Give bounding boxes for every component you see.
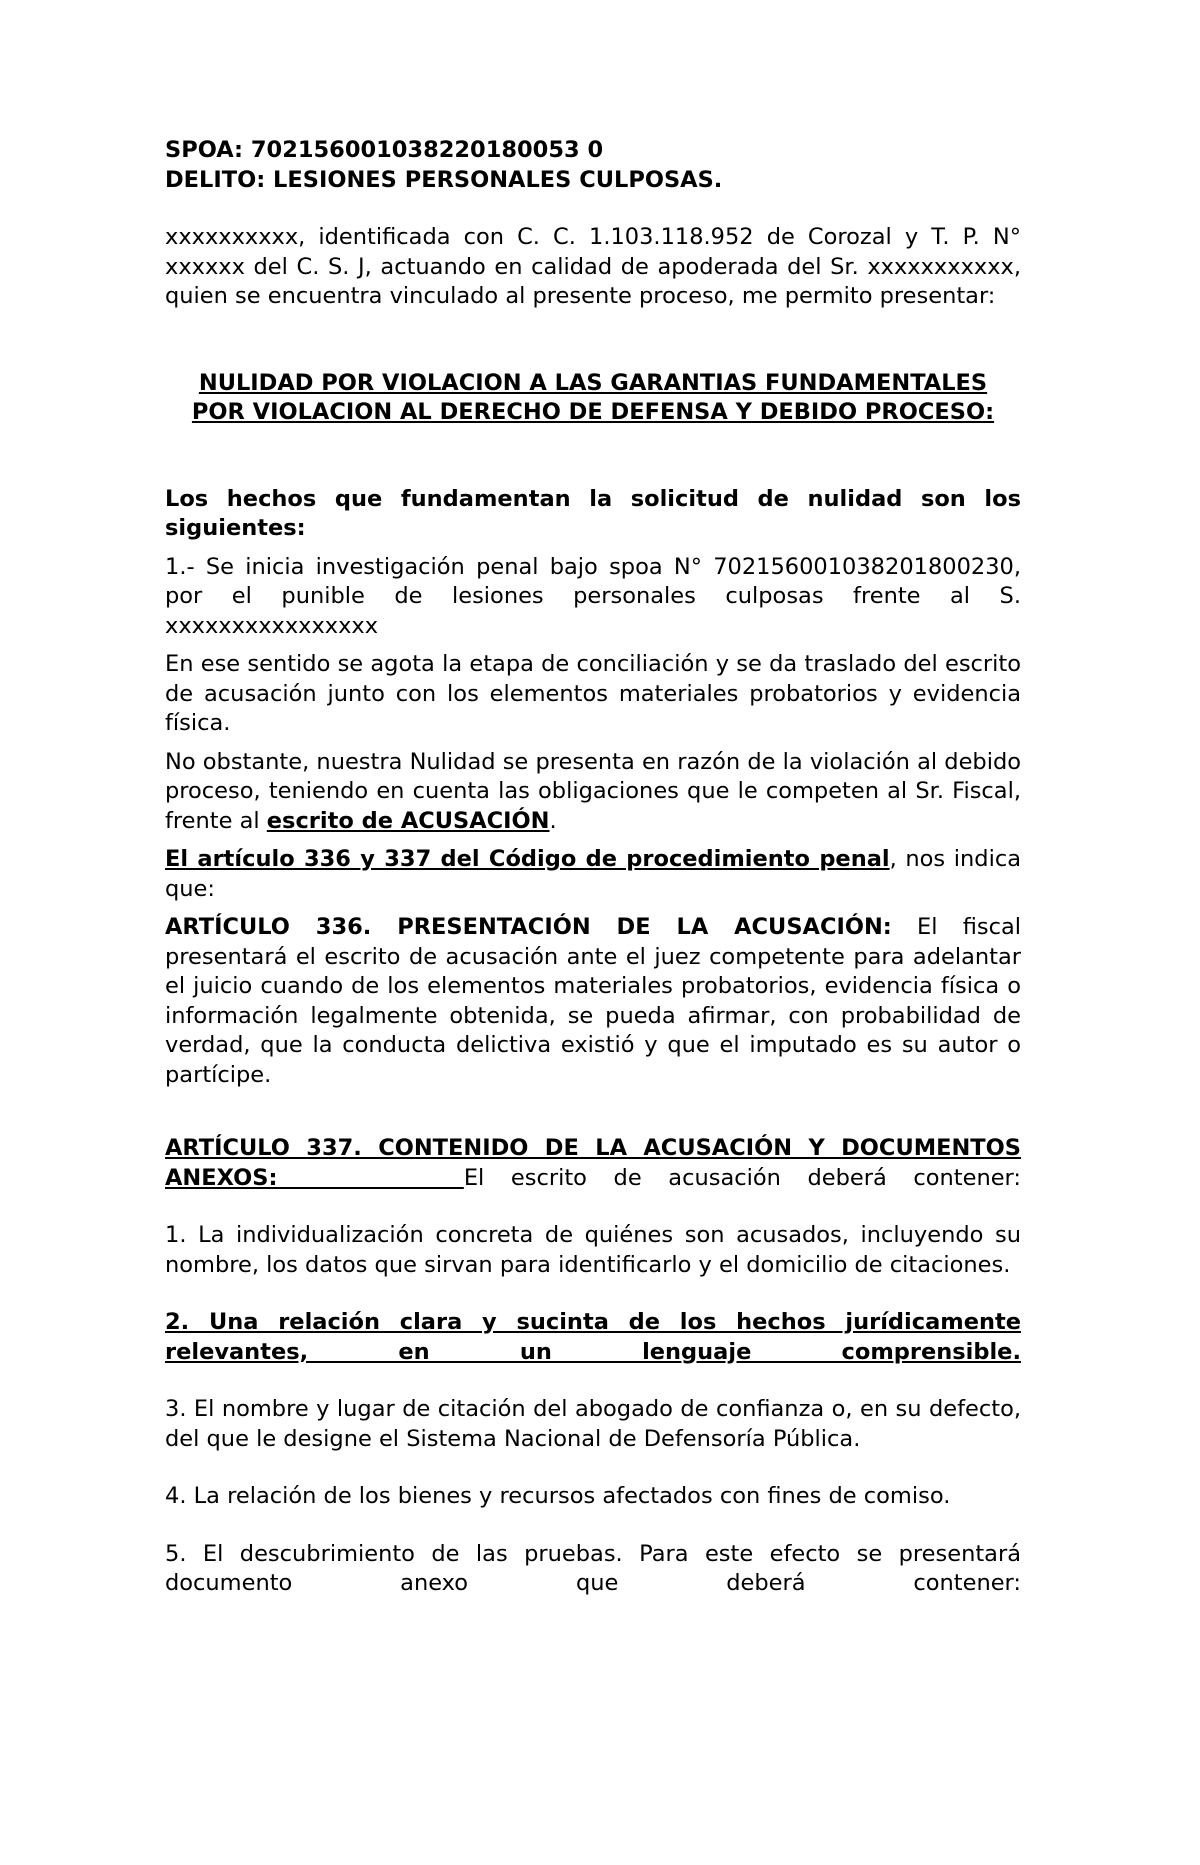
document-page (165, 136, 1021, 1599)
intro-text-2: , quien se encuentra vinculado al presente proceso, me permito presentar: (165, 253, 1021, 309)
art-337-heading-line1: ARTÍCULO 337. CONTENIDO DE LA ACUSACIÓN Y DOCUMENTOS (165, 1135, 1021, 1161)
art-337-item-4: 4. La relación de los bienes y recursos afectados con fines de comiso. (165, 1483, 951, 1509)
art-337-item-3: 3. El nombre y lugar de citación del abogado de confianza o, en su defecto, del que le designe el Sistema Nacional de Defensoría Pública. (165, 1396, 1021, 1452)
art-337-item-1: 1. La individualización concreta de quiénes son acusados, incluyendo su nombre, los datos que sirvan para identificarlo y el domicilio de citaciones. (165, 1222, 1021, 1278)
hecho-2: En ese sentido se agota la etapa de conciliación y se da traslado del escrito de acusación junto con los elementos materiales probatorios y evidencia física. (165, 651, 1021, 736)
art-337-item-5: 5. El descubrimiento de las pruebas. Para este efecto se presentará documento anexo que deberá contener: (165, 1540, 1021, 1596)
intro-paragraph (165, 223, 1021, 312)
delito-line: DELITO: LESIONES PERSONALES CULPOSAS. (165, 166, 723, 193)
art-337-item-2: 2. Una relación clara y sucinta de los hechos jurídicamente relevantes, en un lenguaje comprensible. (165, 1309, 1021, 1365)
articulo-reference: El artículo 336 y 337 del Código de procedimiento penal (165, 846, 890, 872)
art-336-heading: ARTÍCULO 336. PRESENTACIÓN DE LA ACUSACIÓN: (165, 914, 892, 940)
represented-name: xxxxxxxxxxx (867, 253, 1014, 280)
hecho-3-end: . (549, 807, 557, 834)
title-line-2: POR VIOLACION AL DERECHO DE DEFENSA Y DEBIDO PROCESO: (191, 399, 995, 425)
anexos-label: ANEXOS: (165, 1164, 278, 1191)
intro-text-1: , identificada con C. C. 1.103.118.952 de Corozal y T. P. N° xxxxxx del C. S. J, actuando en calidad de apoderada del Sr. (165, 224, 1021, 280)
hechos-heading: Los hechos que fundamentan la solicitud de nulidad son los siguientes: (165, 485, 1021, 541)
art-337-body: El escrito de acusación deberá contener: (463, 1164, 1021, 1191)
art-336-paragraph (165, 913, 1021, 1090)
hecho-1: 1.- Se inicia investigación penal bajo spoa N° 702156001038201800230, por el punible de lesiones personales culposas frente al S. xxxxxxxxxxxxxxxx (165, 553, 1021, 639)
art-336-body: El fiscal presentará el escrito de acusación ante el juez competente para adelantar el juicio cuando de los elementos materiales probatorios, evidencia física o información legalmente obtenida, se pueda afirmar, con probabilidad de verdad, que la conducta delictiva existió y que el imputado es su autor o partícipe. (165, 914, 1021, 1088)
hecho-4-text: , nos indica que: (165, 846, 1021, 902)
client-name: xxxxxxxxxx (165, 224, 299, 250)
spoa-line: SPOA: 702156001038220180053 0 (165, 137, 604, 163)
art-337-heading-line2 (165, 1164, 1021, 1194)
escrito-acusacion-ref: escrito de ACUSACIÓN (266, 807, 550, 834)
anexos-underline (278, 1165, 464, 1191)
title-line-1: NULIDAD POR VIOLACION A LAS GARANTIAS FUNDAMENTALES (198, 369, 988, 396)
hecho-4 (165, 845, 1021, 904)
hecho-3-text: No obstante, nuestra Nulidad se presenta en razón de la violación al debido proceso, teniendo en cuenta las obligaciones que le competen al Sr. Fiscal, frente al (165, 748, 1021, 834)
hecho-3 (165, 748, 1021, 837)
